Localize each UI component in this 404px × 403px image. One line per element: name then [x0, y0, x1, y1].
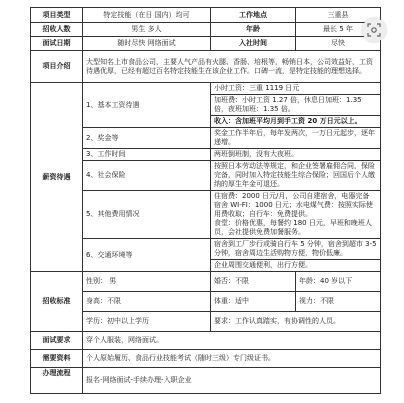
salary-item-name-6: 6、交通环境等	[83, 239, 211, 272]
row-interview-req	[31, 332, 381, 350]
age-value: 最长 5 年	[296, 23, 381, 37]
salary-item-4-line-1: 按照日本劳动法等规定，和企业签署雇佣合同，保险完备，同时加入特定技能生综合保险；回国后个人缴纳的厚生年金可退还。	[211, 161, 381, 191]
job-type-value: 特定技能（在日 国内）均可	[83, 8, 211, 23]
salary-item-name-3: 3、工作时间	[83, 149, 211, 161]
row-salary-4	[31, 161, 381, 191]
row-recruit	[31, 23, 381, 37]
row-criteria-3	[31, 312, 381, 332]
process-label: 办理流程	[31, 368, 83, 394]
salary-item-3-line-1: 两班倒班制，没有大夜班。	[211, 149, 381, 161]
criteria-vision: 视力：不限	[296, 292, 381, 312]
interview-date-label: 面试日期	[31, 37, 83, 51]
row-salary-2	[31, 128, 381, 149]
row-salary-5	[31, 191, 381, 239]
criteria-weight: 体重：适中	[211, 292, 296, 312]
interview-date-value: 随时尽快 网络面试	[83, 37, 211, 51]
salary-item-6-line-1: 宿舍到工厂步行或骑自行车 5 分钟，宿舍到超市 3-5 分钟，宿舍周边生活购物方便，物价低廉。	[211, 239, 381, 260]
job-detail-table	[30, 7, 381, 394]
salary-item-2-line-1: 奖金工作半年后，每年发两次，一万日元起步，逐年递增。	[211, 128, 381, 149]
entry-time-value: 尽快	[296, 37, 381, 51]
row-interview-date	[31, 37, 381, 51]
criteria-requirement: 要求：工作认真踏实，有协调性的人员。	[211, 312, 381, 332]
row-salary-1	[31, 83, 381, 95]
recruit-label: 招收人数	[31, 23, 83, 37]
recruit-value: 男生 多人	[83, 23, 211, 37]
salary-label: 薪资待遇	[31, 83, 83, 272]
criteria-marital: 婚否：不限	[211, 272, 296, 292]
criteria-height: 身高：不限	[83, 292, 211, 312]
salary-item-name-2: 2、奖金等	[83, 128, 211, 149]
image-search-button[interactable]	[362, 18, 386, 42]
criteria-label: 招收标准	[31, 272, 83, 332]
row-process	[31, 368, 381, 394]
salary-item-5-lines	[211, 191, 381, 239]
lens-icon	[367, 23, 381, 37]
row-criteria-2	[31, 292, 381, 312]
criteria-education: 学历：初中以上学历	[83, 312, 211, 332]
row-salary-3	[31, 149, 381, 161]
salary-item-1-line-1: 小时工资：三重 1119 日元	[211, 83, 381, 95]
job-type-label: 项目类型	[31, 8, 83, 23]
row-job-type	[31, 8, 381, 23]
process-value: 报名-网络面试-手续办理-入职企业	[83, 368, 381, 394]
row-intro	[31, 51, 381, 83]
location-label: 工作地点	[211, 8, 296, 23]
salary-item-name-5: 5、其他费用情况	[83, 191, 211, 239]
salary-item-1-line-3: 收入：含加班平均月到手工资 20 万日元以上。	[211, 116, 381, 128]
interview-req-label: 面试要求	[31, 332, 83, 350]
criteria-gender: 性别： 男	[83, 272, 211, 292]
salary-item-name-1: 1、基本工资待遇	[83, 83, 211, 128]
row-criteria-1	[31, 272, 381, 292]
entry-time-label: 入社时间	[211, 37, 296, 51]
interview-req-value: 穿个人服装，网络面试。	[83, 332, 381, 350]
documents-value: 个人原始履历、食品行业技能考试（随时三级）专门级证书。	[83, 350, 381, 368]
row-documents	[31, 350, 381, 368]
criteria-age: 年龄：40 岁以下	[296, 272, 381, 292]
intro-value: 大型知名上市食品公司，主要人气产品有火腿、香肠、培根等，畅销日本，公司效益好，工资待遇优厚，已经有超过百名特定技能生在该企业工作。口碑一流，是特定技能的理想选择。	[83, 51, 381, 83]
documents-label: 需要资料	[31, 350, 83, 368]
age-label: 年龄	[211, 23, 296, 37]
salary-item-name-4: 4、社会保险	[83, 161, 211, 191]
salary-item-1-line-2: 加班费：小时工资 1.27 倍，休息日加班：1.35 倍，夜班加班：1.35 倍。	[211, 95, 381, 116]
salary-item-5-line-2: 宿舍 WI-FI：1000 日元；水电煤气费：按照实际使用费收取；自行车：免费提供。	[214, 201, 373, 218]
salary-item-5-line-1: 住宿费：2000 日元/月，公司自建宿舍，电器完备	[214, 192, 370, 200]
row-salary-6	[31, 239, 381, 260]
intro-label: 项目介绍	[31, 51, 83, 83]
salary-item-6-line-2: 企业周围交通便利，出行方便。	[211, 260, 381, 272]
location-value: 三重县	[296, 8, 381, 23]
salary-item-5-line-3: 食堂：价格优惠，每餐约 180 日元，早班和晚班人员，会社提供免费加餐服务。	[214, 219, 372, 236]
